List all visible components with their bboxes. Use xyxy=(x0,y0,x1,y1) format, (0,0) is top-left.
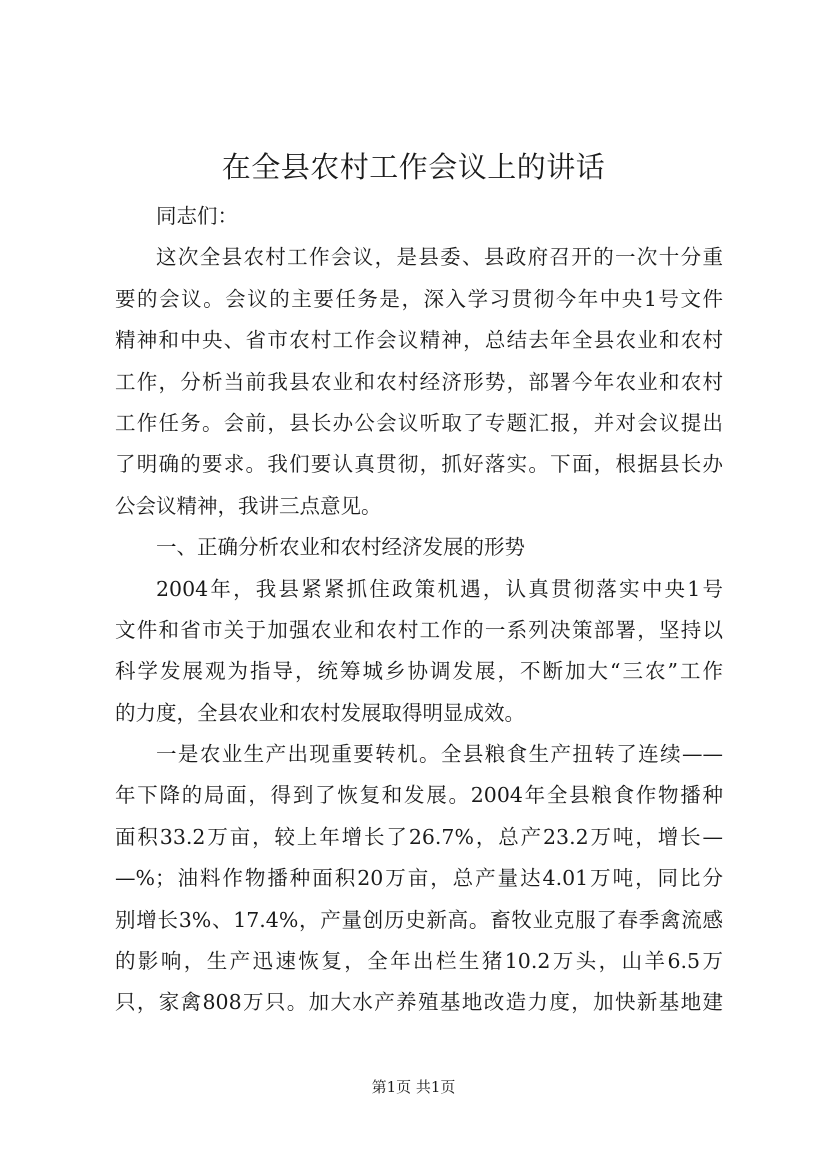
body-line: 年下降的局面，得到了恢复和发展。2004年全县粮食作物播种 xyxy=(115,783,723,808)
body-line: 2004年，我县紧紧抓住政策机遇，认真贯彻落实中央1号 xyxy=(156,576,723,601)
body-line: 精神和中央、省市农村工作会议精神，总结去年全县农业和农村 xyxy=(115,328,723,353)
body-line: 要的会议。会议的主要任务是，深入学习贯彻今年中央1号文件 xyxy=(115,286,723,311)
body-line: 的影响，生产迅速恢复，全年出栏生猪10.2万头，山羊6.5万 xyxy=(115,949,723,974)
body-line: 工作，分析当前我县农业和农村经济形势，部署今年农业和农村 xyxy=(115,369,723,394)
body-line: 别增长3%、17.4%，产量创历史新高。畜牧业克服了春季禽流感 xyxy=(115,907,723,932)
body-line: 只，家禽808万只。加大水产养殖基地改造力度，加快新基地建 xyxy=(115,990,723,1015)
body-line: 科学发展观为指导，统筹城乡协调发展，不断加大“三农”工作 xyxy=(115,659,723,684)
body-line: 公会议精神，我讲三点意见。 xyxy=(115,493,382,518)
body-line: 了明确的要求。我们要认真贯彻，抓好落实。下面，根据县长办 xyxy=(115,452,723,477)
body-line: 文件和省市关于加强农业和农村工作的一系列决策部署，坚持以 xyxy=(115,617,723,642)
body-line: 一、正确分析农业和农村经济发展的形势 xyxy=(156,535,525,560)
body-line: 的力度，全县农业和农村发展取得明显成效。 xyxy=(115,700,525,725)
body-line: 这次全县农村工作会议，是县委、县政府召开的一次十分重 xyxy=(156,245,723,270)
document-body xyxy=(115,196,723,1024)
page-number: 第1页 共1页 xyxy=(371,1078,456,1096)
body-line: 一是农业生产出现重要转机。全县粮食生产扭转了连续—— xyxy=(156,742,723,767)
body-line: —%；油料作物播种面积20万亩，总产量达4.01万吨，同比分 xyxy=(115,866,723,891)
body-line: 工作任务。会前，县长办公会议听取了专题汇报，并对会议提出 xyxy=(115,410,723,435)
document-title: 在全县农村工作会议上的讲话 xyxy=(221,150,606,184)
body-line: 同志们： xyxy=(156,204,238,228)
body-line: 面积33.2万亩，较上年增长了26.7%，总产23.2万吨，增长— xyxy=(115,824,723,849)
